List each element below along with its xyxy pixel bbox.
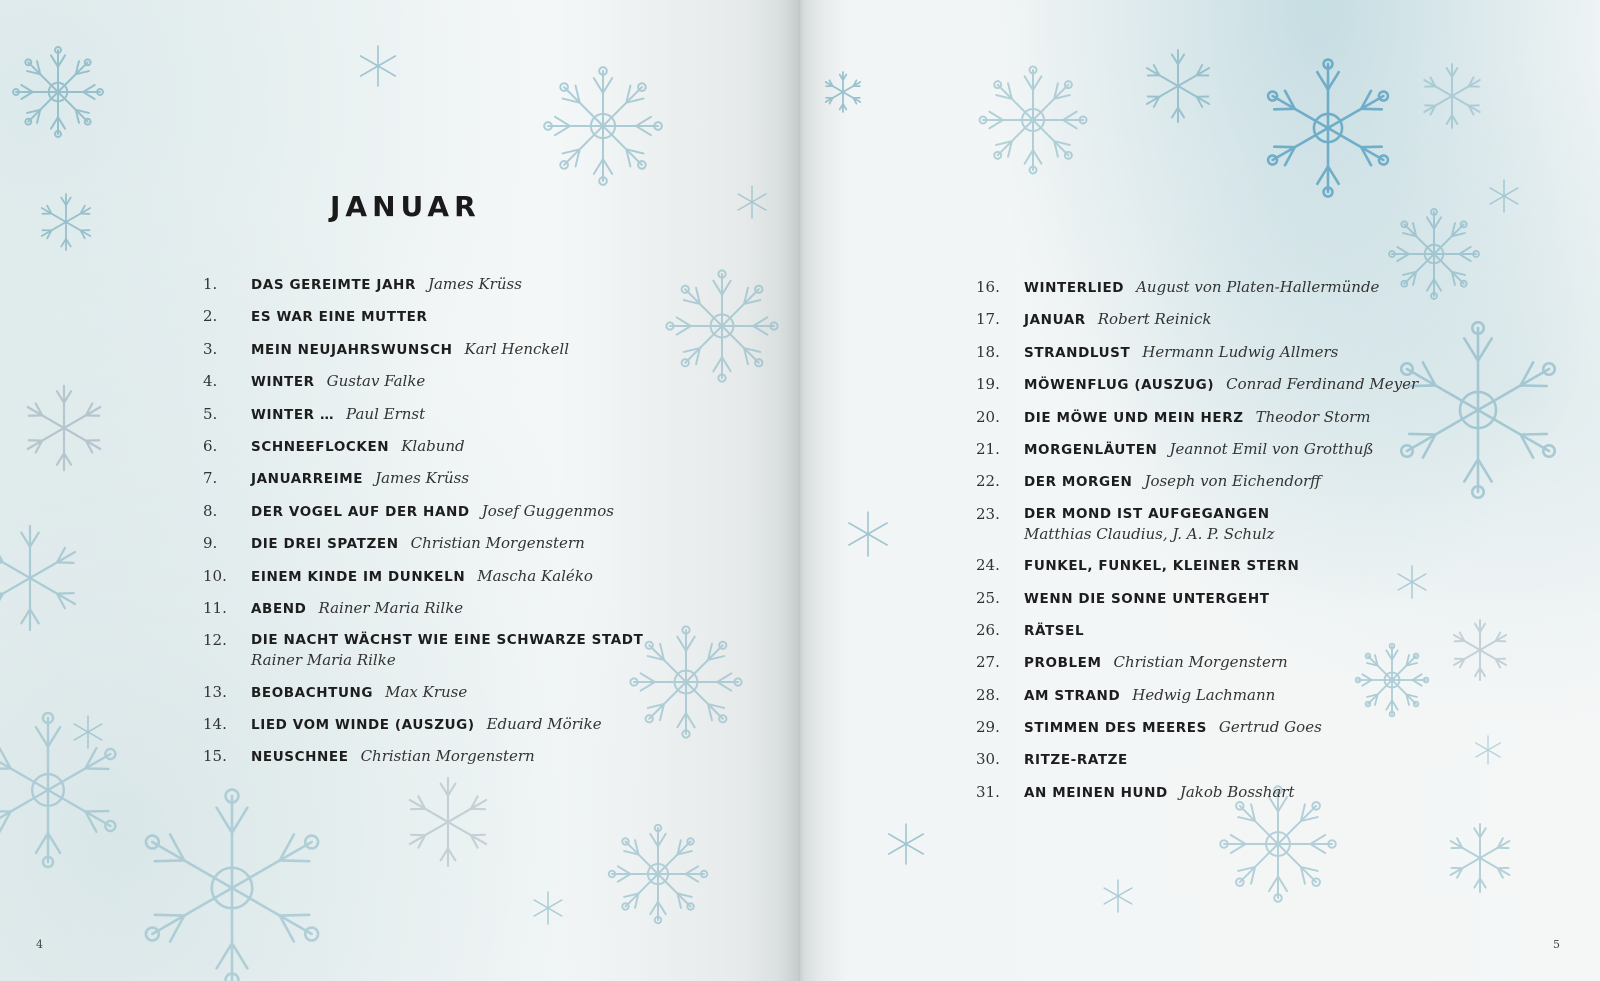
snowflake-icon [849, 512, 887, 556]
toc-left-list [203, 274, 643, 779]
toc-entry[interactable] [203, 436, 643, 457]
entry-title: DIE NACHT WÄCHST WIE EINE SCHWARZE STADT [251, 632, 644, 649]
toc-entry[interactable] [976, 277, 1418, 298]
snowflake-icon [534, 892, 562, 924]
snowflake-icon [361, 46, 396, 86]
entry-title: STIMMEN DES MEERES [1024, 720, 1207, 737]
toc-entry[interactable] [203, 339, 643, 360]
snowflake-icon [1476, 736, 1500, 764]
entry-title: STRANDLUST [1024, 344, 1131, 361]
entry-title: BEOBACHTUNG [251, 684, 374, 701]
snowflake-icon [1104, 880, 1132, 912]
snowflake-icon [609, 825, 707, 923]
entry-number: 4. [203, 372, 218, 391]
entry-title: DER VOGEL AUF DER HAND [251, 503, 470, 520]
entry-author: Karl Henckell [464, 339, 569, 358]
toc-entry[interactable] [976, 407, 1418, 428]
snowflake-icon [28, 386, 101, 470]
entry-title: NEUSCHNEE [251, 749, 349, 766]
snowflake-icon [738, 186, 766, 218]
entry-number: 26. [976, 620, 1000, 639]
entry-number: 15. [203, 747, 227, 766]
entry-author: Joseph von Eichendorff [1144, 472, 1321, 491]
entry-title: MEIN NEUJAHRSWUNSCH [251, 341, 453, 358]
entry-title: ABEND [251, 600, 307, 617]
snowflake-icon [1268, 60, 1388, 197]
entry-title: FUNKEL, FUNKEL, KLEINER STERN [1024, 558, 1300, 575]
toc-entry[interactable] [976, 782, 1418, 803]
snowflake-icon [1424, 64, 1479, 128]
entry-title: RÄTSEL [1024, 622, 1085, 639]
entry-author: Hermann Ludwig Allmers [1142, 342, 1339, 361]
toc-entry[interactable] [976, 620, 1418, 641]
entry-author: August von Platen-Hallermünde [1136, 278, 1380, 296]
toc-entry[interactable] [976, 588, 1418, 609]
entry-title: WENN DIE SONNE UNTERGEHT [1024, 590, 1270, 607]
toc-entry[interactable] [976, 504, 1418, 544]
toc-right-list [976, 277, 1418, 814]
snowflake-icon [1490, 180, 1518, 212]
entry-title: WINTERLIED [1024, 280, 1125, 296]
entry-title: DER MOND IST AUFGEGANGEN [1024, 505, 1270, 522]
entry-title: WINTER [251, 374, 315, 391]
page-number-left: 4 [36, 938, 43, 951]
toc-entry[interactable] [203, 746, 643, 767]
entry-author: Rainer Maria Rilke [318, 598, 464, 617]
entry-number: 27. [976, 653, 1000, 672]
entry-author: Christian Morgenstern [1113, 653, 1288, 672]
right-page [800, 0, 1600, 981]
entry-number: 25. [976, 588, 1000, 607]
toc-entry[interactable] [203, 714, 643, 735]
entry-author: Christian Morgenstern [360, 747, 535, 766]
entry-author: James Krüss [427, 275, 522, 293]
entry-number: 7. [203, 469, 218, 488]
toc-entry[interactable] [203, 682, 643, 703]
entry-number: 18. [976, 342, 1000, 361]
snowflake-icon [74, 716, 102, 748]
entry-number: 31. [976, 782, 1000, 801]
entry-author: Conrad Ferdinand Meyer [1226, 375, 1419, 394]
entry-number: 5. [203, 404, 218, 423]
entry-number: 19. [976, 375, 1000, 394]
toc-entry[interactable] [976, 309, 1418, 330]
entry-number: 22. [976, 472, 1000, 491]
entry-number: 17. [976, 310, 1000, 329]
entry-number: 2. [203, 307, 218, 326]
snowflake-icon [42, 194, 90, 250]
snowflake-icon [630, 626, 741, 737]
toc-entry[interactable] [203, 533, 643, 554]
entry-author: Klabund [401, 436, 465, 455]
entry-number: 12. [203, 631, 227, 650]
entry-number: 20. [976, 407, 1000, 426]
entry-title: WINTER … [251, 406, 335, 423]
toc-entry[interactable] [976, 652, 1418, 673]
entry-title: MÖWENFLUG (AUSZUG) [1024, 377, 1215, 394]
page-number-right: 5 [1553, 938, 1560, 951]
entry-author: Eduard Mörike [486, 715, 602, 734]
snowflake-icon [13, 47, 103, 137]
snowflake-icon [410, 778, 486, 866]
entry-number: 1. [203, 275, 218, 293]
entry-number: 14. [203, 715, 227, 734]
entry-title: DAS GEREIMTE JAHR [251, 277, 416, 293]
toc-entry[interactable] [976, 374, 1418, 395]
snowflake-icon [1454, 620, 1506, 680]
entry-author: Gertrud Goes [1218, 718, 1322, 737]
entry-number: 16. [976, 278, 1000, 296]
toc-entry[interactable] [203, 598, 643, 619]
snowflake-icon [1451, 824, 1510, 892]
snowflake-icon [0, 526, 75, 630]
toc-entry[interactable] [203, 404, 643, 425]
toc-entry[interactable] [976, 717, 1418, 738]
toc-entry[interactable] [203, 306, 643, 327]
entry-author: Mascha Kaléko [477, 566, 593, 585]
entry-title: JANUAR [1024, 312, 1086, 329]
entry-number: 10. [203, 566, 227, 585]
toc-entry[interactable] [203, 566, 643, 587]
entry-title: PROBLEM [1024, 655, 1102, 672]
toc-entry[interactable] [203, 501, 643, 522]
entry-number: 23. [976, 504, 1000, 523]
snowflake-icon [1401, 322, 1555, 497]
entry-title: SCHNEEFLOCKEN [251, 438, 390, 455]
entry-author: Robert Reinick [1097, 310, 1212, 329]
entry-title: DIE DREI SPATZEN [251, 536, 399, 553]
entry-author: Theodor Storm [1255, 407, 1371, 426]
entry-number: 21. [976, 439, 1000, 458]
entry-author: James Krüss [375, 469, 470, 488]
entry-number: 28. [976, 685, 1000, 704]
entry-number: 9. [203, 534, 218, 553]
toc-entry[interactable] [976, 749, 1418, 770]
entry-number: 24. [976, 556, 1000, 575]
entry-author: Josef Guggenmos [481, 501, 614, 520]
toc-entry[interactable] [976, 555, 1418, 576]
snowflake-icon [980, 67, 1087, 174]
entry-number: 11. [203, 598, 227, 617]
entry-title: LIED VOM WINDE (AUSZUG) [251, 717, 475, 734]
entry-number: 13. [203, 682, 227, 701]
toc-entry[interactable] [203, 630, 643, 670]
entry-author: Gustav Falke [326, 372, 426, 391]
month-title: JANUAR [330, 190, 481, 223]
toc-entry[interactable] [976, 342, 1418, 363]
entry-title: AN MEINEN HUND [1024, 784, 1168, 801]
toc-entry[interactable] [203, 371, 643, 392]
entry-author: Jakob Bosshart [1179, 782, 1295, 801]
toc-entry[interactable] [976, 471, 1418, 492]
entry-title: DIE MÖWE UND MEIN HERZ [1024, 409, 1244, 426]
entry-number: 8. [203, 501, 218, 520]
entry-title: DER MORGEN [1024, 474, 1133, 491]
entry-title: JANUARREIME [251, 471, 364, 488]
entry-author: Max Kruse [385, 682, 468, 701]
entry-title: EINEM KINDE IM DUNKELN [251, 568, 466, 585]
snowflake-icon [666, 270, 777, 381]
entry-number: 29. [976, 718, 1000, 737]
entry-author: Jeannot Emil von Grotthuß [1169, 439, 1374, 458]
snowflake-icon [544, 67, 662, 185]
toc-entry[interactable] [203, 468, 643, 489]
entry-author: Hedwig Lachmann [1132, 685, 1276, 704]
entry-title: AM STRAND [1024, 687, 1121, 704]
toc-entry[interactable] [976, 685, 1418, 706]
entry-title: ES WAR EINE MUTTER [251, 309, 428, 326]
entry-number: 6. [203, 436, 218, 455]
entry-title: MORGENLÄUTEN [1024, 441, 1158, 458]
snowflake-icon [1147, 50, 1209, 122]
snowflake-icon [146, 790, 318, 981]
entry-number: 3. [203, 339, 218, 358]
toc-entry[interactable] [203, 274, 643, 295]
snowflake-icon [826, 72, 861, 112]
entry-title: RITZE-RATZE [1024, 752, 1128, 769]
entry-author: Matthias Claudius, J. A. P. Schulz [1024, 524, 1275, 543]
snowflake-icon [889, 824, 924, 864]
entry-author: Christian Morgenstern [410, 534, 585, 553]
snowflake-icon [0, 713, 115, 867]
toc-entry[interactable] [976, 439, 1418, 460]
entry-number: 30. [976, 750, 1000, 769]
entry-author: Rainer Maria Rilke [251, 651, 396, 670]
entry-author: Paul Ernst [346, 404, 426, 423]
